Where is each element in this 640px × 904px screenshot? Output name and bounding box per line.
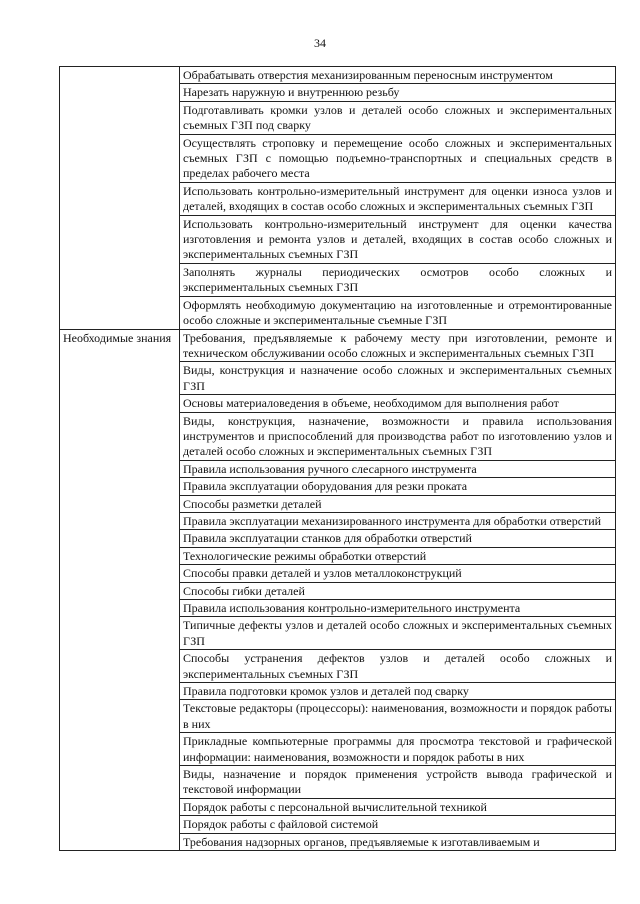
requirement-text: Текстовые редакторы (процессоры): наименования, возможности и порядок работы в них bbox=[183, 701, 612, 731]
table-cell bbox=[180, 362, 616, 395]
requirement-text: Обрабатывать отверстия механизированным переносным инструментом bbox=[183, 68, 553, 82]
section-label bbox=[60, 67, 180, 330]
requirement-text: Заполнять журналы периодических осмотров особо сложных и экспериментальных съемных ГЗП bbox=[183, 264, 612, 295]
table-row bbox=[60, 329, 616, 362]
requirement-text: Использовать контрольно-измерительный инструмент для оценки износа узлов и деталей, входящих в состав особо сложных и экспериментальных съемных ГЗП bbox=[183, 183, 612, 214]
table-cell bbox=[180, 182, 616, 215]
requirements-table bbox=[59, 66, 616, 851]
page-number: 34 bbox=[314, 36, 326, 50]
requirement-text: Требования надзорных органов, предъявляемые к изготавливаемым и bbox=[183, 834, 540, 849]
table-cell bbox=[180, 733, 616, 766]
requirement-text: Нарезать наружную и внутреннюю резьбу bbox=[183, 85, 400, 100]
requirement-text: Правила эксплуатации станков для обработки отверстий bbox=[183, 531, 472, 546]
requirement-text: Технологические режимы обработки отверстий bbox=[183, 548, 427, 563]
table-cell bbox=[180, 565, 616, 582]
table-cell bbox=[180, 683, 616, 700]
requirement-text: Прикладные компьютерные программы для просмотра текстовой и графической информации: наименования, возможности и порядок работы в них bbox=[183, 734, 612, 764]
requirement-text: Правила эксплуатации оборудования для резки проката bbox=[183, 479, 468, 494]
requirement-text: Правила эксплуатации механизированного инструмента для обработки отверстий bbox=[183, 513, 602, 528]
table-cell bbox=[180, 84, 616, 101]
requirement-text: Подготавливать кромки узлов и деталей особо сложных и экспериментальных съемных ГЗП под сварку bbox=[183, 102, 612, 133]
requirement-text: Типичные дефекты узлов и деталей особо сложных и экспериментальных съемных ГЗП bbox=[183, 618, 612, 648]
table-cell bbox=[180, 460, 616, 477]
table-cell bbox=[180, 798, 616, 815]
table-cell bbox=[180, 495, 616, 512]
table-cell bbox=[180, 700, 616, 733]
table-cell bbox=[180, 816, 616, 833]
requirement-text: Оформлять необходимую документацию на изготовленные и отремонтированные особо сложные и экспериментальные съемные ГЗП bbox=[183, 297, 612, 328]
requirement-text: Способы правки деталей и узлов металлоконструкций bbox=[183, 566, 462, 581]
requirement-text: Способы разметки деталей bbox=[183, 496, 322, 511]
requirement-text: Правила подготовки кромок узлов и деталей под сварку bbox=[183, 684, 469, 699]
requirement-text: Использовать контрольно-измерительный инструмент для оценки качества изготовления и ремонта узлов и деталей, входящих в состав особо сложных и экспериментальных съемных ГЗП bbox=[183, 216, 612, 262]
table-cell bbox=[180, 650, 616, 683]
table-cell bbox=[180, 67, 616, 84]
table-cell bbox=[180, 530, 616, 547]
requirement-text: Осуществлять строповку и перемещение особо сложных и экспериментальных съемных ГЗП с помощью подъемно-транспортных и специальных средств в пределах рабочего места bbox=[183, 135, 612, 181]
table-cell bbox=[180, 296, 616, 329]
table-cell bbox=[180, 478, 616, 495]
requirement-text: Требования, предъявляемые к рабочему месту при изготовлении, ремонте и техническом обслуживании особо сложных и экспериментальных съемных ГЗП bbox=[183, 330, 612, 360]
table-cell bbox=[180, 263, 616, 296]
section-label: Необходимые знания bbox=[60, 329, 180, 851]
table-cell bbox=[180, 766, 616, 799]
table-cell bbox=[180, 600, 616, 617]
table-cell bbox=[180, 617, 616, 650]
table-cell bbox=[180, 395, 616, 412]
table-cell bbox=[180, 412, 616, 460]
table-cell bbox=[180, 134, 616, 182]
requirement-text: Правила использования ручного слесарного инструмента bbox=[183, 461, 477, 476]
requirement-text: Порядок работы с файловой системой bbox=[183, 817, 379, 832]
requirement-text: Способы гибки деталей bbox=[183, 583, 305, 598]
table-cell bbox=[180, 512, 616, 529]
requirement-text: Виды, конструкция и назначение особо сложных и экспериментальных съемных ГЗП bbox=[183, 363, 612, 393]
table-cell bbox=[180, 329, 616, 362]
requirement-text: Правила использования контрольно-измерительного инструмента bbox=[183, 601, 521, 615]
requirement-text: Порядок работы с персональной вычислительной техникой bbox=[183, 799, 487, 814]
table-cell bbox=[180, 833, 616, 850]
table-cell bbox=[180, 101, 616, 134]
table-cell bbox=[180, 547, 616, 564]
requirement-text: Основы материаловедения в объеме, необходимом для выполнения работ bbox=[183, 396, 559, 411]
requirement-text: Виды, конструкция, назначение, возможности и правила использования инструментов и приспособлений для производства работ по изготовлению узлов и деталей особо сложных и экспериментальных съемных ГЗП bbox=[183, 413, 612, 459]
requirement-text: Способы устранения дефектов узлов и деталей особо сложных и экспериментальных съемных ГЗП bbox=[183, 651, 612, 681]
table-row bbox=[60, 67, 616, 84]
table-cell bbox=[180, 582, 616, 599]
table-cell bbox=[180, 215, 616, 263]
requirement-text: Виды, назначение и порядок применения устройств вывода графической и текстовой информации bbox=[183, 767, 612, 797]
